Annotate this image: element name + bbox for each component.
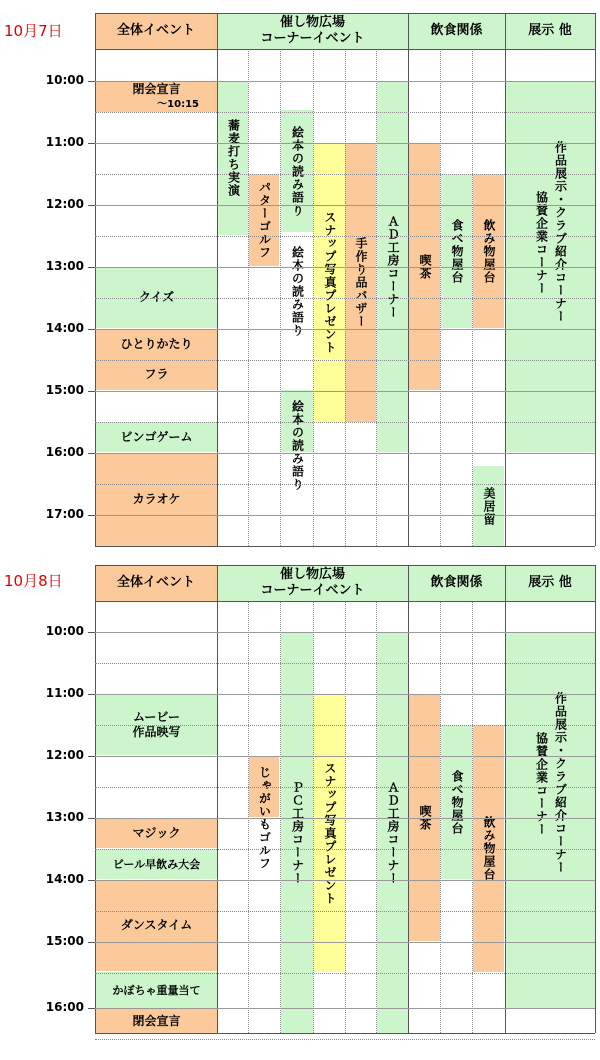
day1-nomimono-label: 飲み物屋台 xyxy=(482,218,496,284)
grid-line xyxy=(95,329,595,330)
grid-line xyxy=(248,601,249,1033)
half-hour-line xyxy=(95,663,595,664)
day1-karaoke: カラオケ xyxy=(96,453,217,546)
day1-time: 11:00 xyxy=(45,135,84,149)
day1-ad-label: ＡＤ工房コーナー xyxy=(386,214,400,319)
time-tick xyxy=(88,391,95,392)
day1-bikyoryu xyxy=(473,466,504,546)
day2-pumpkin: かぼちゃ重量当て xyxy=(96,972,217,1008)
grid-line xyxy=(95,13,96,546)
day2-date: 10月8日 xyxy=(4,572,63,590)
day1-header-all: 全体イベント xyxy=(95,13,217,49)
day2-time: 13:00 xyxy=(45,810,84,824)
time-tick xyxy=(88,756,95,757)
day1-bazaar xyxy=(345,143,376,422)
grid-line xyxy=(95,13,595,14)
day1-header-exhibit: 展示 他 xyxy=(505,13,595,49)
time-tick xyxy=(88,329,95,330)
half-hour-line xyxy=(95,422,595,423)
day2-movie1: ムービー xyxy=(133,709,180,724)
day1-sakuhin-label: 作品展示・クラブ紹介コーナー xyxy=(553,141,568,323)
day2-time: 11:00 xyxy=(45,686,84,700)
day1-ehon3-label: 絵本の読み語り xyxy=(290,399,305,491)
day2-snap xyxy=(314,694,345,972)
day1-soba-label: 蕎麦打ち実演 xyxy=(226,119,241,197)
day2-time: 15:00 xyxy=(45,934,84,948)
day1-tabemono xyxy=(441,174,472,328)
grid-line xyxy=(95,453,595,454)
grid-line xyxy=(95,565,595,566)
day1-kissa-label: 喫茶 xyxy=(418,253,432,280)
grid-line xyxy=(376,601,377,1033)
day1-opening-sub: ～10:15 xyxy=(157,98,199,110)
half-hour-line xyxy=(95,1039,595,1040)
time-tick xyxy=(88,880,95,881)
grid-line xyxy=(95,49,595,50)
day2-header-exhibit: 展示 他 xyxy=(505,565,595,601)
day2-time: 14:00 xyxy=(45,872,84,886)
day2-ad-label: ＡＤ工房コーナー xyxy=(386,780,400,885)
half-hour-line xyxy=(95,973,595,974)
day1-time: 14:00 xyxy=(45,321,84,335)
day1-quiz: クイズ xyxy=(96,267,217,328)
day1-time: 12:00 xyxy=(45,197,84,211)
day2-header-all: 全体イベント xyxy=(95,565,217,601)
day1-header-plaza: 催し物広場 コーナーイベント xyxy=(217,13,408,49)
day1-snap-label: スナップ写真プレゼント xyxy=(323,211,337,354)
grid-line xyxy=(440,601,441,1033)
day1-snap xyxy=(314,143,345,422)
half-hour-line xyxy=(95,725,595,726)
day2-time: 12:00 xyxy=(45,748,84,762)
day2-pc-label: ＰＣ工房コーナー xyxy=(290,780,305,885)
time-tick xyxy=(88,818,95,819)
grid-line xyxy=(505,565,506,1033)
half-hour-line xyxy=(95,911,595,912)
grid-line xyxy=(95,942,595,943)
grid-line xyxy=(95,880,595,881)
day2-exhibit xyxy=(506,632,595,1008)
grid-line xyxy=(95,267,595,268)
time-tick xyxy=(88,694,95,695)
grid-line xyxy=(472,601,473,1033)
grid-line xyxy=(95,1008,595,1009)
time-tick xyxy=(88,942,95,943)
day2-time: 10:00 xyxy=(45,624,84,638)
grid-line xyxy=(95,1033,595,1034)
grid-line xyxy=(313,601,314,1033)
day1-bazaar-label: 手作り品バザー xyxy=(354,237,368,328)
grid-line xyxy=(217,565,218,1033)
day2-beer: ビール早飲み大会 xyxy=(96,849,217,879)
grid-line xyxy=(408,13,409,546)
grid-line xyxy=(95,601,595,602)
time-tick xyxy=(88,453,95,454)
day1-hula: フラ xyxy=(144,367,169,382)
day1-putter xyxy=(249,174,279,266)
grid-line xyxy=(95,143,595,144)
day2-header-plaza: 催し物広場 コーナーイベント xyxy=(217,565,408,601)
day1-bingo: ビンゴゲーム xyxy=(96,422,217,452)
grid-line xyxy=(595,565,596,1033)
time-tick xyxy=(88,143,95,144)
day2-dance: ダンスタイム xyxy=(96,880,217,971)
time-tick xyxy=(88,81,95,82)
grid-line xyxy=(95,205,595,206)
grid-line xyxy=(595,13,596,546)
day1-tabemono-label: 食べ物屋台 xyxy=(450,218,464,284)
day1-header-food: 飲食関係 xyxy=(408,13,505,49)
day2-jagaimo-label: じゃがいもゴルフ xyxy=(257,766,272,870)
day1-soba xyxy=(218,81,248,235)
day2-header-food: 飲食関係 xyxy=(408,565,505,601)
day1-kyosan-label: 協賛企業コーナー xyxy=(534,191,549,295)
grid-line xyxy=(505,13,506,546)
day1-date: 10月7日 xyxy=(4,22,63,40)
day2-magic: マジック xyxy=(96,818,217,848)
day2-time: 16:00 xyxy=(45,1000,84,1014)
grid-line xyxy=(95,565,96,1033)
grid-line xyxy=(217,13,218,546)
day1-opening-label: 閉会宣言 xyxy=(132,81,181,96)
time-tick xyxy=(88,267,95,268)
day1-hitori: ひとりかたり xyxy=(120,336,193,351)
grid-line xyxy=(95,546,595,547)
grid-line xyxy=(280,601,281,1033)
half-hour-line xyxy=(95,787,595,788)
grid-line xyxy=(95,756,595,757)
day2-nomimono-label: 飲み物屋台 xyxy=(482,816,496,881)
day1-putter-label: パターゴルフ xyxy=(257,181,272,259)
day2-snap-label: スナップ写真プレゼント xyxy=(323,761,337,905)
day1-ehon2-label: 絵本の読み語り xyxy=(290,245,305,337)
day2-movie2: 作品映写 xyxy=(132,724,181,739)
half-hour-line xyxy=(95,484,595,485)
grid-line xyxy=(95,515,595,516)
half-hour-line xyxy=(95,112,595,113)
day1-time: 13:00 xyxy=(45,259,84,273)
day2-kyosan-label: 協賛企業コーナー xyxy=(534,732,549,836)
time-tick xyxy=(88,1008,95,1009)
grid-line xyxy=(95,391,595,392)
grid-line xyxy=(95,694,595,695)
day1-time: 10:00 xyxy=(45,73,84,87)
day1-time: 17:00 xyxy=(45,507,84,521)
half-hour-line xyxy=(95,849,595,850)
day1-opening xyxy=(96,81,217,112)
day2-tabemono xyxy=(441,725,472,879)
day1-ehon1 xyxy=(281,110,313,232)
day1-ehon1-label: 絵本の読み語り xyxy=(290,125,305,217)
half-hour-line xyxy=(95,174,595,175)
time-tick xyxy=(88,205,95,206)
day1-time: 16:00 xyxy=(45,445,84,459)
half-hour-line xyxy=(95,360,595,361)
grid-line xyxy=(95,818,595,819)
grid-line xyxy=(345,601,346,1033)
day2-tabemono-label: 食べ物屋台 xyxy=(450,769,464,835)
grid-line xyxy=(95,81,595,82)
day1-time: 15:00 xyxy=(45,383,84,397)
time-tick xyxy=(88,632,95,633)
half-hour-line xyxy=(95,236,595,237)
day2-closing: 閉会宣言 xyxy=(96,1009,217,1033)
half-hour-line xyxy=(95,298,595,299)
day1-nomimono xyxy=(473,174,504,328)
time-tick xyxy=(88,515,95,516)
day2-sakuhin-label: 作品展示・クラブ紹介コーナー xyxy=(553,692,568,874)
grid-line xyxy=(95,632,595,633)
grid-line xyxy=(408,565,409,1033)
day2-kissa-label: 喫茶 xyxy=(418,804,432,831)
day1-bikyoryu-label: 美居留 xyxy=(482,486,496,526)
